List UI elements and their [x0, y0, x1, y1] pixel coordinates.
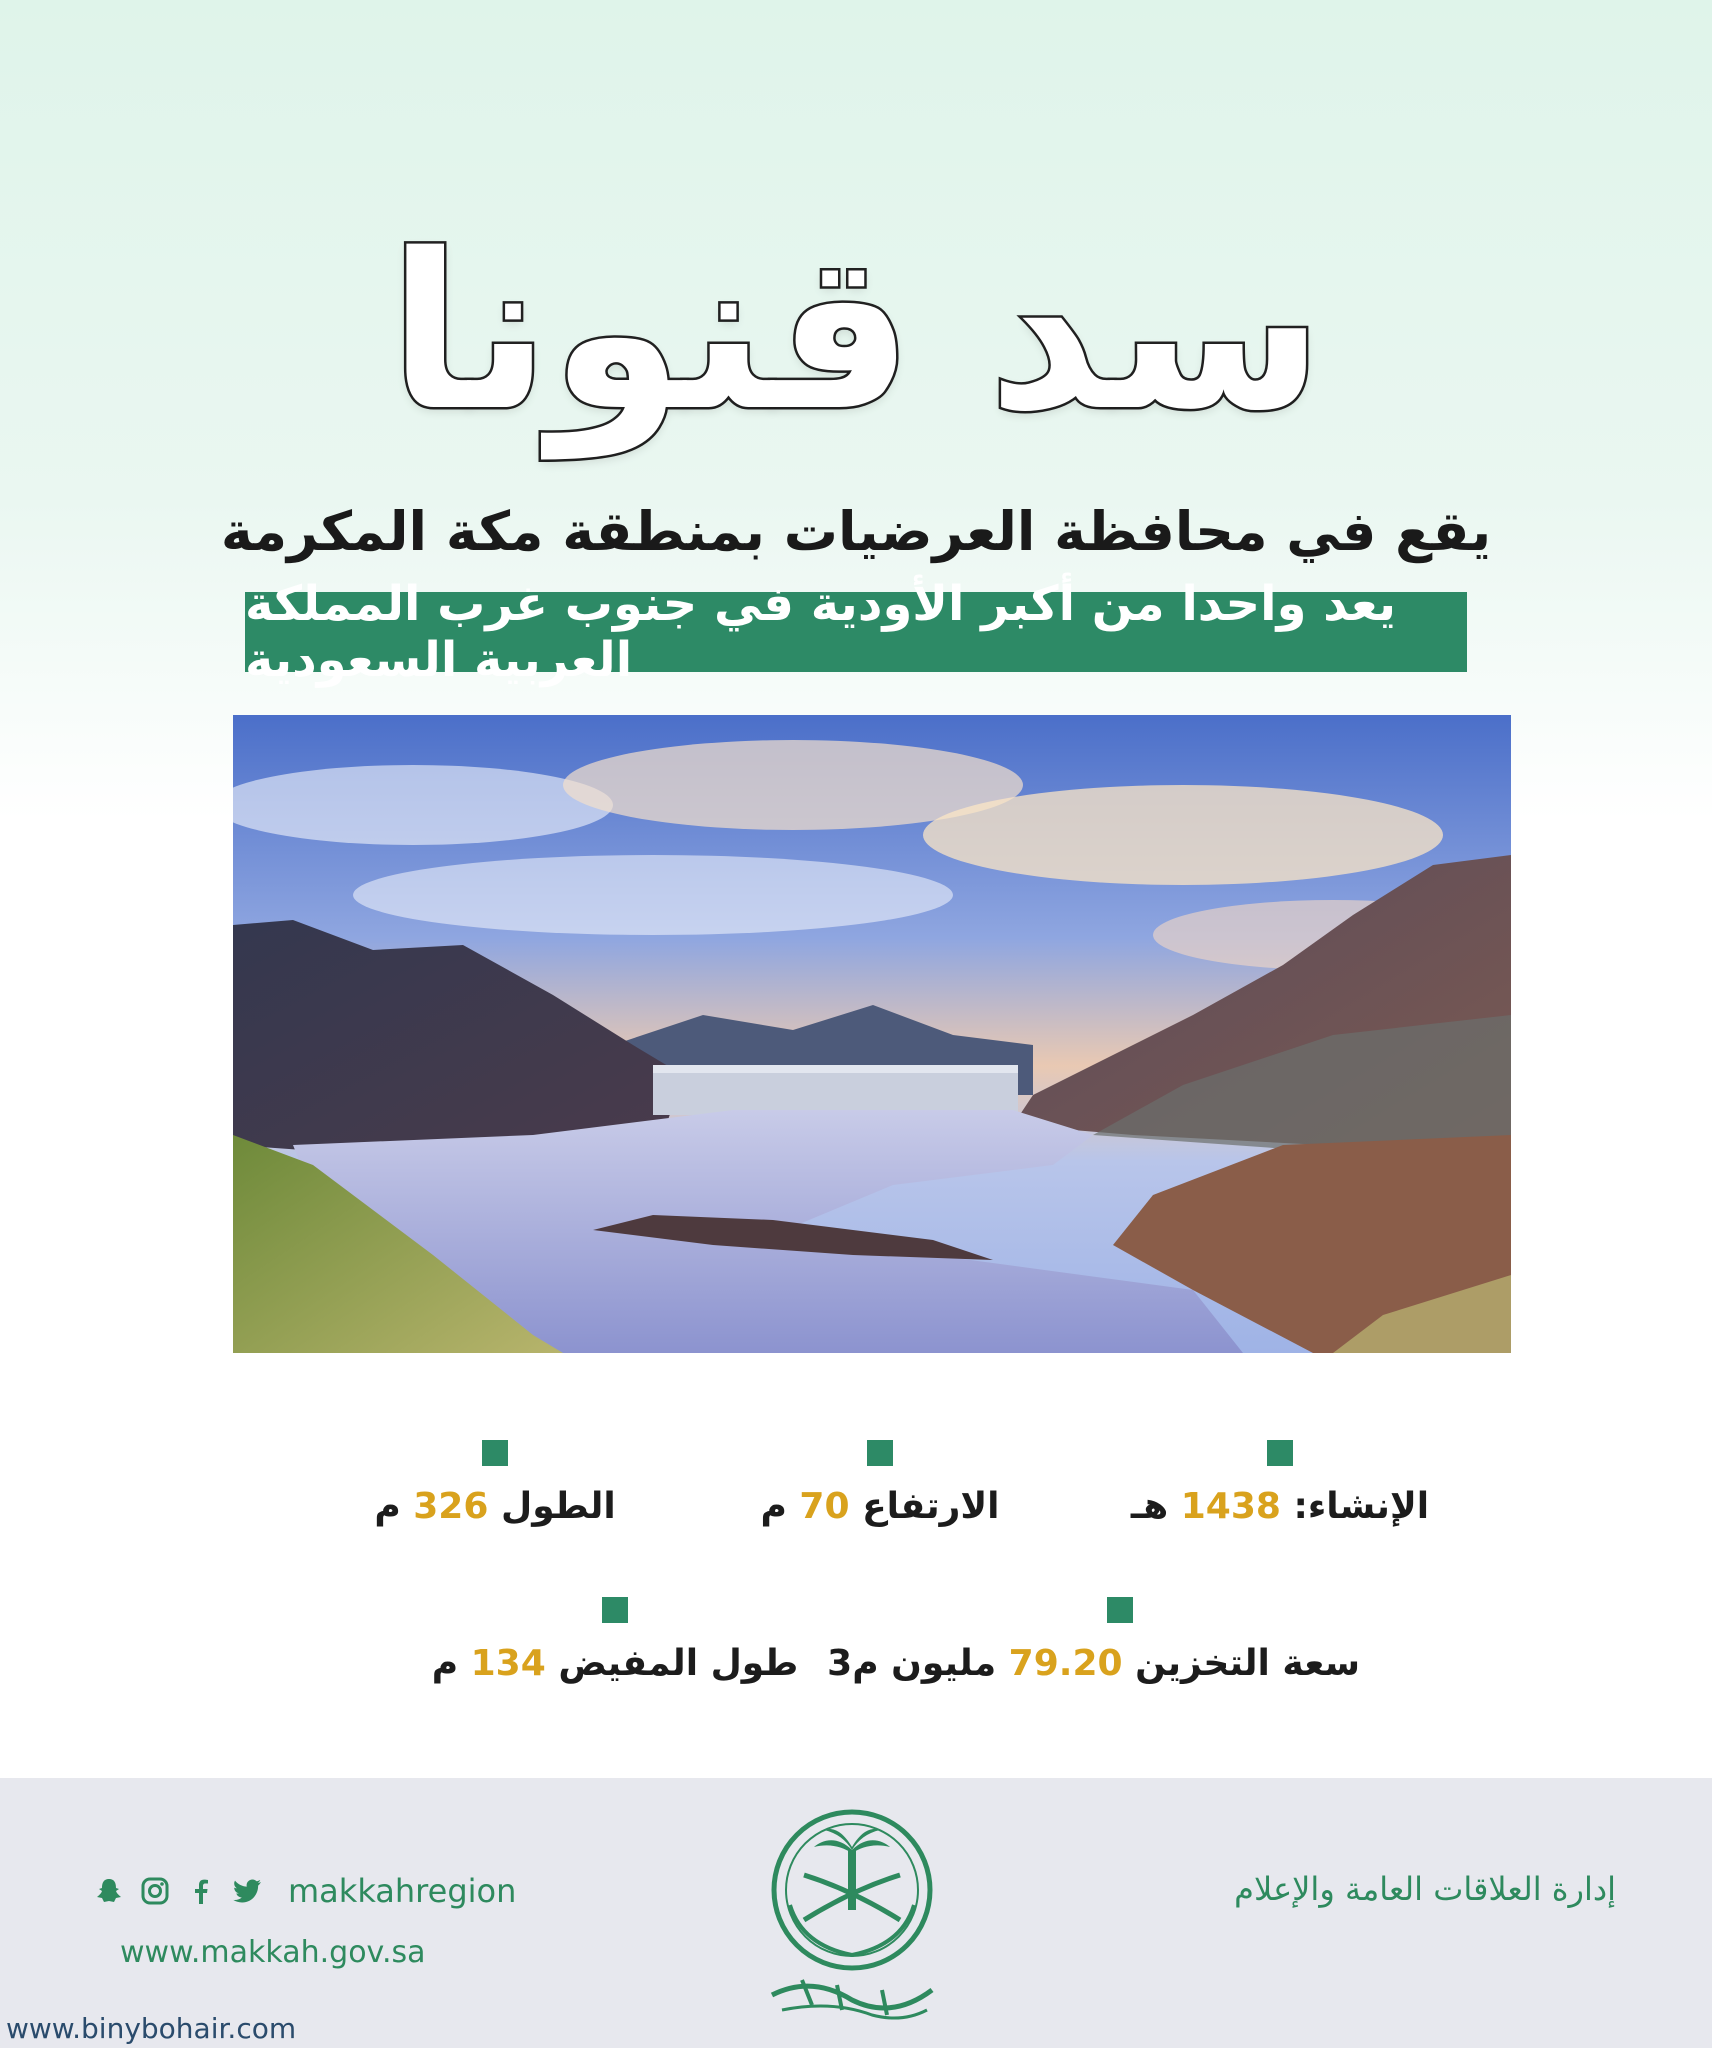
bullet-square-icon [1267, 1440, 1293, 1466]
stat-construction-value: 1438 [1180, 1486, 1281, 1527]
stat-construction [1130, 1440, 1430, 1527]
stat-construction-label: الإنشاء: [1293, 1486, 1430, 1527]
stat-storage-label: سعة التخزين [1135, 1643, 1360, 1684]
stat-length [345, 1440, 645, 1527]
bullet-square-icon [1107, 1597, 1133, 1623]
social-handle[interactable]: makkahregion [288, 1872, 517, 1910]
stat-height-unit: م [760, 1486, 787, 1527]
social-links [92, 1872, 516, 1910]
dam-photo [233, 715, 1511, 1353]
bullet-square-icon [482, 1440, 508, 1466]
stat-length-value: 326 [413, 1486, 489, 1527]
snapchat-icon[interactable] [92, 1874, 126, 1908]
stat-storage-unit: مليون م3 [827, 1643, 997, 1684]
instagram-icon[interactable] [138, 1874, 172, 1908]
website-link[interactable]: www.makkah.gov.sa [120, 1935, 426, 1970]
stat-construction-unit: هـ [1130, 1486, 1169, 1527]
bullet-square-icon [867, 1440, 893, 1466]
stat-height [730, 1440, 1030, 1527]
stat-length-label: الطول [500, 1486, 616, 1527]
department-name: إدارة العلاقات العامة والإعلام [1234, 1870, 1616, 1908]
bullet-square-icon [602, 1597, 628, 1623]
page-title: سد قنونا [388, 207, 1324, 458]
twitter-icon[interactable] [230, 1874, 264, 1908]
stat-storage-value: 79.20 [1008, 1643, 1123, 1684]
green-banner [245, 576, 1467, 688]
stat-height-label: الارتفاع [862, 1486, 1000, 1527]
stat-length-unit: م [374, 1486, 401, 1527]
stat-height-value: 70 [799, 1486, 850, 1527]
stat-spillway [420, 1597, 810, 1684]
stat-spillway-value: 134 [470, 1643, 546, 1684]
facebook-icon[interactable] [184, 1874, 218, 1908]
stat-storage [827, 1597, 1360, 1684]
subtitle: يقع في محافظة العرضيات بمنطقة مكة المكرمة [220, 500, 1492, 563]
emblem-icon [742, 1795, 962, 2025]
stat-spillway-label: طول المفيض [558, 1643, 799, 1684]
stat-spillway-unit: م [431, 1643, 459, 1684]
watermark: www.binybohair.com [6, 2012, 297, 2045]
banner-text: يعد واحدا من أكبر الأودية في جنوب غرب المملكة العربية السعودية [245, 576, 1396, 688]
